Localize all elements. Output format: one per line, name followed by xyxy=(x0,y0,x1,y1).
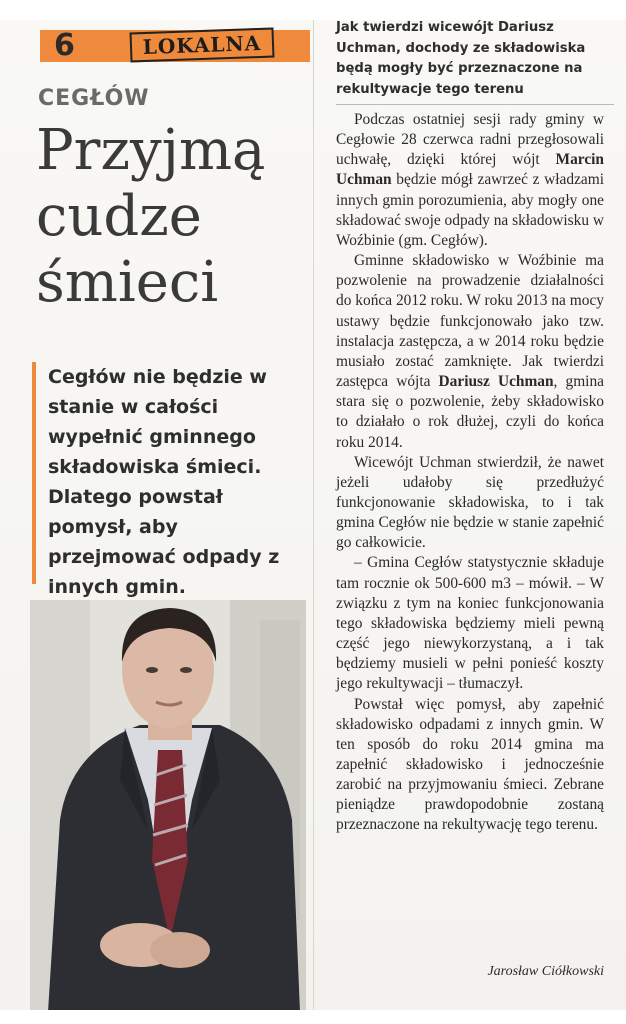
article-subhead: Jak twierdzi wicewójt Dariusz Uchman, dochody ze składowiska będą mogły być przeznaczone na rekultywacje tego terenu xyxy=(336,20,586,97)
body-paragraph: Podczas ostatniej sesji rady gminy w Cegłowie 28 czerwca radni przegłosowali uchwałę, dzięki której wójt Marcin Uchman będzie mógł zawrzeć z władzami innych gmin porozumienia, aby mogły one składować swoje odpady na składowisku w Woźbinie (gm. Cegłów). xyxy=(336,111,605,249)
person-name: Marcin Uchman xyxy=(336,151,604,189)
body-paragraph: – Gmina Cegłów statystycznie składuje tam rocznie ok 500-600 m3 – mówił. – W związku z tym na koniec funkcjonowania tego składowiska będziemy mieli pewną część jego niewykorzystaną, a i tak będziemy musieli w pełni ponieść koszty jego rekultywacji – tłumaczył. xyxy=(336,554,604,693)
man-in-suit-photo-icon xyxy=(30,600,306,1012)
headline-line: cudze xyxy=(36,184,202,249)
column-divider xyxy=(313,20,314,1010)
article-byline: Jarosław Ciółkowski xyxy=(487,964,604,979)
subhead-divider xyxy=(336,104,614,105)
page-number: 6 xyxy=(54,28,75,63)
section-label: LOKALNA xyxy=(130,27,275,62)
article-body xyxy=(336,110,604,836)
article-lead: Cegłów nie będzie w stanie w całości wypełnić gminnego składowiska śmieci. Dlatego powstał pomysł, aby przejmować odpady z innych gmin. xyxy=(48,366,280,598)
headline-line: śmieci xyxy=(36,250,219,315)
scan-margin-bottom xyxy=(0,1010,626,1024)
lead-accent-bar xyxy=(32,362,36,584)
article-headline xyxy=(36,118,306,316)
scan-margin-top xyxy=(0,0,626,20)
headline-line: Przyjmą xyxy=(36,118,266,183)
person-name: Dariusz Uchman xyxy=(438,373,554,391)
body-paragraph: Wicewójt Uchman stwierdził, że nawet jeżeli udałoby się przedłużyć funkcjonowanie składowiska, to i tak gmina Cegłów nie będzie w stanie zapełnić go całkowicie. xyxy=(336,453,604,552)
article-location: CEGŁÓW xyxy=(38,86,150,111)
article-photo xyxy=(30,600,306,1012)
body-paragraph: Powstał więc pomysł, aby zapełnić składowisko odpadami z innych gmin. W ten sposób do roku 2014 gmina ma zapełnić składowisko i jednocześnie zarobić na przyjmowaniu śmieci. Zebrane pieniądze prawdopodobnie zostaną przeznaczone na rekultywację tego terenu. xyxy=(336,695,604,834)
body-paragraph: Gminne składowisko w Woźbinie ma pozwolenie na prowadzenie działalności do końca 2012 roku. W roku 2013 na mocy ustawy będzie funkcjonowało jako tzw. instalacja zastępcza, a w 2014 roku będzie musiało zostać zamknięte. Jak twierdzi zastępca wójta Dariusz Uchman, gmina stara się o pozwolenie, żeby składowisko to działało o rok dłużej, czyli do końca roku 2014. xyxy=(336,252,604,451)
